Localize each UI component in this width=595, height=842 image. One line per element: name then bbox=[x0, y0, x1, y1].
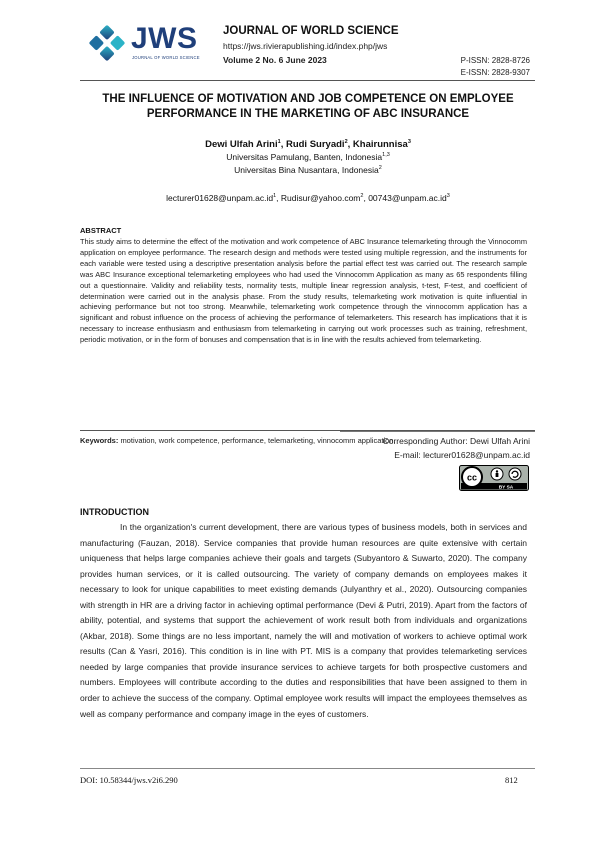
title-line-2: PERFORMANCE IN THE MARKETING OF ABC INSURANCE bbox=[146, 108, 470, 120]
p-issn: P-ISSN: 2828-8726 bbox=[460, 56, 530, 65]
article-title bbox=[78, 92, 538, 122]
introduction-heading: INTRODUCTION bbox=[80, 507, 149, 517]
email-sep: , bbox=[276, 193, 281, 203]
cc-license-icon[interactable] bbox=[459, 465, 529, 491]
author-emails bbox=[78, 193, 538, 203]
introduction-text: In the organization's current development, there are various types of business models, both in services and manufacturing (Fauzan, 2018). Service companies that provide human resources are quite extensive with certain uniqueness that helps large companies achieve their goals and targets (Subyantoro & Suwarto, 2020). The company provides human services, or it is called outsourcing. The variety of company demands on employees makes it necessary to look for unique capabilities to meet existing demands (Julyanthry et al., 2020). Outsourcing companies with strength in HR are a driving factor in achieving optimal performance (Devi & Putri, 2019). Apart from the factors of ability, potential, and systems that support the achievement of work result both from individuals and organizations (Akbar, 2018). Some things are no less important, namely the will and motivation of workers to achieve optimal work results (Can & Yasri, 2016). This condition is in line with PT. MIS is a company that provides telemarketing services needed by large companies that provide insurance services to achieve targets for both prospective customers and numbers. Employees will contribute according to the duties and responsibilities that have been assigned to them in order to achieve the success of the company. Optimal employee work results will impact the employees themselves as well as company performance and company image in the eyes of customers. bbox=[80, 522, 527, 719]
author-name: Rudi Suryadi bbox=[285, 139, 345, 150]
logo-subtitle: JOURNAL OF WORLD SCIENCE bbox=[132, 55, 200, 60]
journal-title: JOURNAL OF WORLD SCIENCE bbox=[223, 25, 399, 37]
header-divider bbox=[80, 80, 535, 81]
corresponding-author: Corresponding Author: Dewi Ulfah Arini bbox=[382, 436, 530, 446]
e-issn: E-ISSN: 2828-9307 bbox=[460, 68, 530, 77]
affiliation bbox=[78, 152, 538, 162]
affiliation bbox=[78, 165, 538, 175]
email-link[interactable]: lecturer01628@unpam.ac.id bbox=[166, 193, 274, 203]
affiliation-name: Universitas Pamulang, Banten, Indonesia bbox=[226, 152, 383, 162]
doi[interactable]: DOI: 10.58344/jws.v2i6.290 bbox=[80, 775, 178, 785]
journal-volume: Volume 2 No. 6 June 2023 bbox=[223, 55, 327, 65]
abstract-text: This study aims to determine the effect of the motivation and work competence of ABC Insurance telemarketing through the Vinnocomm application on employee performance. The research design and methods were tested using multiple regression, and the instruments for each variable were tested using a descriptive presentation analysis before the partial effect test was carried out. The research sample was ABC Insurance exceptional telemarketing employees who had used the Vinnocomm Application as many as 65 respondents filling out a questionnaire. Validity and reliability tests, normality tests, multiple linear regression analysis, t-test, F-test, and coefficient of determination were carried out in the analysis phase. From the study results, telemarketing work motivation is quite influential in achieving performance but not too strong. Meanwhile, telemarketing work competence through the vinnocomm application has a significant and robust influence on the process of achieving the performance of telemarketers. This research has implications that it is necessary to increase enthusiasm and enthusiasm from telemarketing in carrying out work processes such as training, refreshment, periodic motivation, or in the form of bonuses and compensation that is in line with the results achieved from telemarketing. bbox=[80, 237, 527, 345]
footer-divider bbox=[80, 768, 535, 769]
email-sup: 1 bbox=[273, 193, 277, 200]
logo-wordmark: JWS bbox=[131, 22, 198, 55]
author-sep: , bbox=[280, 139, 286, 150]
affiliation-sup: 2 bbox=[378, 165, 382, 172]
affiliation-sup: 1,3 bbox=[382, 152, 390, 159]
corr-divider bbox=[340, 431, 535, 432]
author-sup: 3 bbox=[407, 138, 411, 145]
author-sup: 2 bbox=[344, 138, 348, 145]
page-number: 812 bbox=[505, 775, 518, 785]
svg-text:cc: cc bbox=[466, 472, 478, 483]
author-name: Dewi Ulfah Arini bbox=[205, 139, 278, 150]
journal-logo bbox=[86, 22, 214, 64]
journal-url[interactable]: https://jws.rivierapublishing.id/index.php/jws bbox=[223, 41, 388, 51]
keywords-label: Keywords: bbox=[80, 436, 119, 445]
title-line-1: THE INFLUENCE OF MOTIVATION AND JOB COMPETENCE ON EMPLOYEE bbox=[102, 93, 514, 105]
keywords-text: motivation, work competence, performance, telemarketing, vinnocomm application. bbox=[120, 436, 396, 445]
email-link[interactable]: Rudisur@yahoo.com bbox=[280, 193, 361, 203]
affiliation-name: Universitas Bina Nusantara, Indonesia bbox=[234, 165, 379, 175]
abstract-heading: ABSTRACT bbox=[80, 226, 122, 235]
email-sup: 3 bbox=[446, 193, 450, 200]
corresponding-email[interactable]: E-mail: lecturer01628@unpam.ac.id bbox=[394, 450, 530, 460]
email-sep: , bbox=[363, 193, 369, 203]
email-sup: 2 bbox=[360, 193, 364, 200]
author-sep: , bbox=[347, 139, 353, 150]
author-name: Khairunnisa bbox=[352, 139, 408, 150]
license-badge-text: BY SA bbox=[498, 485, 514, 491]
email-link[interactable]: 00743@unpam.ac.id bbox=[368, 193, 447, 203]
author-sup: 1 bbox=[277, 138, 281, 145]
author-list bbox=[78, 139, 538, 150]
jws-logo-icon bbox=[86, 22, 128, 64]
